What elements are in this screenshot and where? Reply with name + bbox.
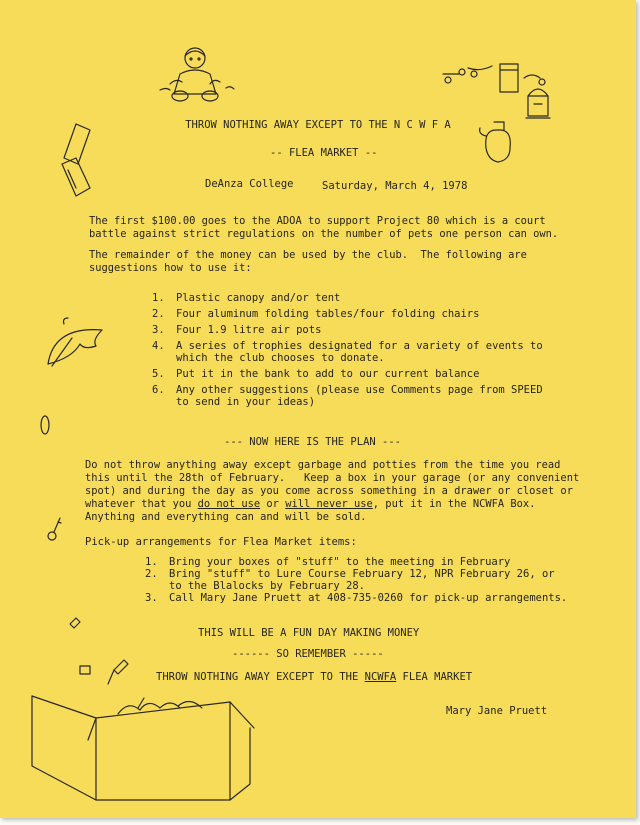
plan-line: whatever that you do not use or will never use, put it in the NCWFA Box. — [85, 498, 536, 510]
plan-heading: --- NOW HERE IS THE PLAN --- — [224, 436, 402, 448]
dishes-and-vase-drawing — [438, 56, 568, 166]
closing-line: THROW NOTHING AWAY EXCEPT TO THE NCWFA FLEA MARKET — [156, 671, 473, 683]
intro-line: The remainder of the money can be used by the club. The following are — [89, 249, 527, 261]
closing-line: ------ SO REMEMBER ----- — [232, 648, 384, 660]
plan-line: Do not throw anything away except garbage and potties from the time you read — [85, 459, 561, 471]
key-drawing — [44, 516, 64, 542]
list-item: 3. Call Mary Jane Pruett at 408-735-0260 for pick-up arrangements. — [145, 592, 568, 604]
intro-line: suggestions how to use it: — [89, 262, 252, 274]
event-location: DeAnza College — [205, 178, 294, 190]
ring-drawing — [38, 414, 52, 436]
plan-line: this until the 28th of February. Keep a box in your garage (or any convenient — [85, 472, 580, 484]
list-item: 6. Any other suggestions (please use Comments page from SPEED to send in your ideas) — [152, 384, 543, 408]
suggestions-list — [152, 292, 543, 408]
books-drawing — [58, 120, 108, 204]
event-date: Saturday, March 4, 1978 — [322, 180, 468, 192]
list-item: 3. Four 1.9 litre air pots — [152, 324, 322, 336]
list-item: 1. Plastic canopy and/or tent — [152, 292, 341, 304]
intro-line: battle against strict regulations on the number of pets one person can own. — [89, 228, 559, 240]
small-trinket-drawing — [66, 612, 84, 630]
plan-line: Anything and everything can and will be sold. — [85, 511, 367, 523]
open-box-drawing — [28, 690, 258, 810]
list-item: 5. Put it in the bank to add to our current balance — [152, 368, 480, 380]
plan-line: spot) and during the day as you come across something in a drawer or closet or — [85, 485, 573, 497]
pickup-list — [145, 556, 567, 604]
closing-line: THIS WILL BE A FUN DAY MAKING MONEY — [198, 627, 420, 639]
umbrella-drawing — [42, 316, 106, 374]
event-subtitle: -- FLEA MARKET -- — [270, 147, 378, 159]
list-item: 1. Bring your boxes of "stuff" to the meeting in February — [145, 556, 511, 568]
list-item: 4. A series of trophies designated for a variety of events to which the club chooses to donate. — [152, 340, 543, 364]
list-item: 2. Four aluminum folding tables/four folding chairs — [152, 308, 480, 320]
pickup-heading: Pick-up arrangements for Flea Market items: — [85, 536, 357, 548]
intro-line: The first $100.00 goes to the ADOA to support Project 80 which is a court — [89, 215, 546, 227]
flyer-title: THROW NOTHING AWAY EXCEPT TO THE N C W F A — [185, 119, 451, 131]
child-with-teapot-drawing — [150, 44, 240, 106]
signature: Mary Jane Pruett — [446, 705, 548, 717]
list-item: 2. Bring "stuff" to Lure Course February 12, NPR February 26, or to the Blalocks by February 28. — [145, 568, 555, 592]
